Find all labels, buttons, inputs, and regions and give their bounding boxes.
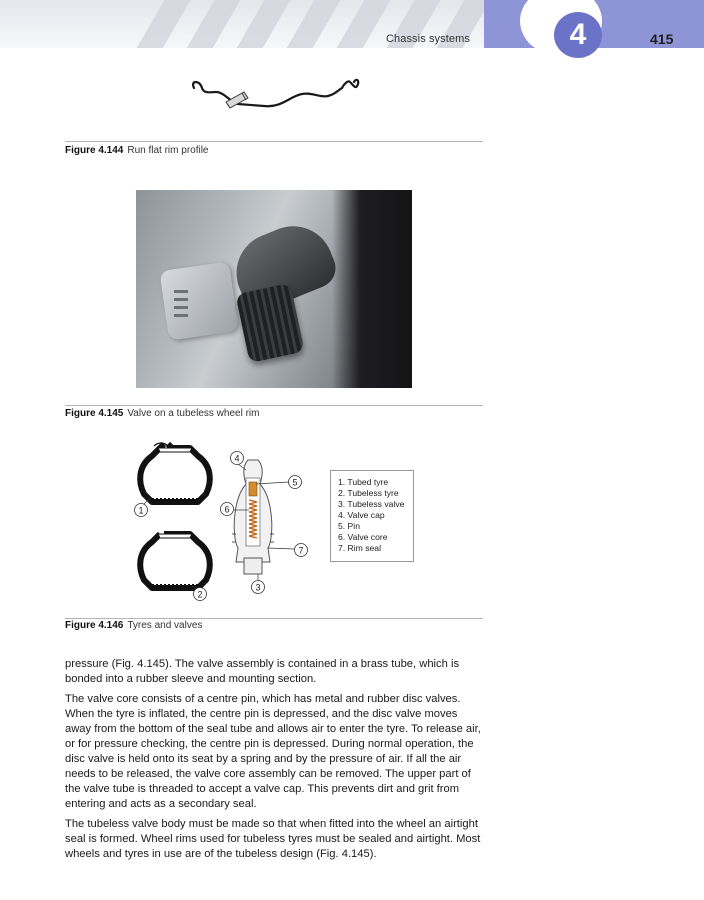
chapter-number: 4 — [569, 18, 587, 51]
caption-rule — [65, 141, 483, 142]
page-number: 415 — [650, 31, 674, 47]
svg-text:4: 4 — [234, 453, 240, 464]
emboss-mark — [174, 314, 188, 317]
callout-7 — [295, 544, 308, 557]
tubeless-tyre — [140, 534, 210, 588]
tubeless-valve — [232, 460, 274, 574]
figure-caption-text: Valve on a tubeless wheel rim — [127, 408, 260, 419]
run-flat-rim-profile-diagram — [186, 70, 366, 120]
valve-photo — [136, 190, 412, 388]
rim-emboss — [159, 261, 238, 340]
figure-label: Figure 4.145 — [65, 408, 124, 419]
tubed-tyre — [140, 443, 210, 502]
legend-item: 5. Pin — [338, 521, 360, 531]
legend-item: 6. Valve core — [338, 532, 388, 542]
callout-1 — [135, 504, 148, 517]
emboss-mark — [174, 298, 188, 301]
paragraph: The tubeless valve body must be made so that when fitted into the wheel an airtight seal is formed. Wheel rims used for tubeless tyres must be sealed and airtight. Most wheels and tyres in use are of the tubeless design (Fig. 4.145). — [65, 818, 481, 860]
svg-text:1: 1 — [138, 505, 144, 516]
legend-item: 4. Valve cap — [338, 510, 385, 520]
callout-4 — [231, 452, 244, 465]
figure-caption — [65, 408, 259, 419]
diagram-legend — [330, 470, 414, 562]
legend-item: 1. Tubed tyre — [338, 477, 389, 487]
legend-item: 2. Tubeless tyre — [338, 488, 399, 498]
svg-text:3: 3 — [255, 582, 261, 593]
legend-item: 7. Rim seal — [338, 543, 381, 553]
callout-2 — [194, 588, 207, 601]
figure-caption — [65, 620, 202, 631]
rim-profile-line — [193, 80, 358, 106]
callout-5 — [289, 476, 302, 489]
callout-6 — [221, 503, 234, 516]
figure-caption-text: Run flat rim profile — [127, 145, 209, 156]
figure-caption-text: Tyres and valves — [127, 620, 203, 631]
emboss-mark — [174, 290, 188, 293]
paragraph: pressure (Fig. 4.145). The valve assembly is contained in a brass tube, which is bonded into a rubber sleeve and mounting section. — [65, 658, 460, 685]
body-text — [65, 657, 483, 867]
legend-item: 3. Tubeless valve — [338, 499, 405, 509]
figure-caption — [65, 145, 209, 156]
tyre-shadow — [332, 190, 412, 388]
tyre-tread-pattern — [230, 0, 296, 48]
emboss-mark — [174, 306, 188, 309]
paragraph: The valve core consists of a centre pin, which has metal and rubber disc valves. When the tyre is inflated, the centre pin is depressed, and the disc valve moves away from the bottom of the seal tube and allows air to enter the tyre. To release air, or for pressure checking, the centre pin is depressed. During normal operation, the disc valve is held onto its seat by a spring and by the pressure of air. If all the air needs to be released, the valve core assembly can be removed. The upper part of the valve tube is threaded to accept a valve cap. This prevents dirt and grit from entering and acts as a secondary seal. — [65, 693, 481, 810]
tyre-tread-pattern — [180, 0, 246, 48]
svg-text:5: 5 — [292, 477, 298, 488]
header-banner — [0, 0, 484, 48]
figure-label: Figure 4.144 — [65, 145, 124, 156]
callout-3 — [252, 581, 265, 594]
tyres-and-valves-diagram — [128, 438, 328, 606]
caption-rule — [65, 405, 483, 406]
svg-text:2: 2 — [197, 589, 203, 600]
svg-text:6: 6 — [224, 504, 230, 515]
figure-label: Figure 4.146 — [65, 620, 124, 631]
tyre-tread-pattern — [280, 0, 346, 48]
caption-rule — [65, 618, 483, 619]
section-title: Chassis systems — [385, 33, 470, 45]
tyre-tread-pattern — [130, 0, 196, 48]
svg-text:7: 7 — [298, 545, 304, 556]
